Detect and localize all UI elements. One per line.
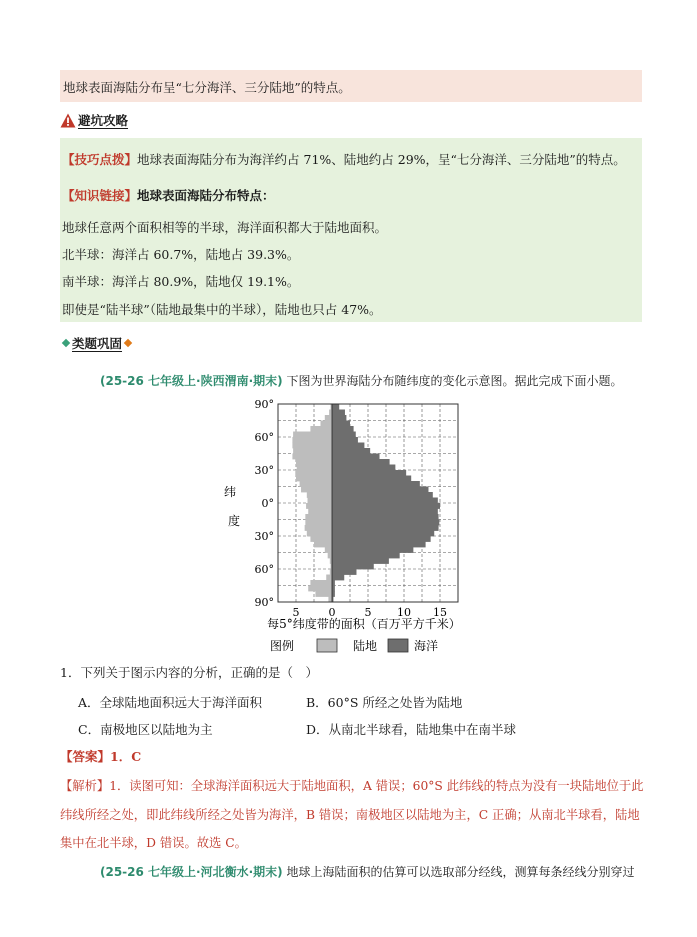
knowledge-line: 南半球：海洋占 80.9%，陆地仅 19.1%。: [62, 274, 300, 289]
ocean-bar: [332, 525, 439, 531]
ocean-bar: [332, 564, 374, 570]
ocean-bar: [332, 432, 356, 438]
y-tick-label: 30°: [254, 464, 274, 477]
intro-text: 下图为世界海陆分布随纬度的变化示意图。据此完成下面小题。: [286, 374, 623, 388]
ocean-bar: [332, 520, 439, 526]
x-tick-label: 5: [364, 606, 372, 619]
ocean-bar: [332, 454, 380, 460]
land-bar: [328, 553, 332, 559]
option-c: C．南极地区以陆地为主: [78, 722, 213, 737]
ocean-bar: [332, 509, 438, 515]
analysis-line: 【解析】1．读图可知：全球海洋面积远大于陆地面积，A 错误；60°S 此纬线的特点为没有一块陆地位于此: [60, 779, 644, 793]
ocean-bar: [332, 553, 400, 559]
ocean-bar: [332, 591, 335, 597]
land-bar: [306, 503, 332, 509]
land-bar: [315, 591, 332, 597]
intro-text: 地球上海陆面积的估算可以选取部分经线，测算每条经线分别穿过: [286, 865, 635, 879]
ocean-bar: [332, 569, 356, 575]
ocean-bar: [332, 421, 350, 427]
x-tick-label: 10: [397, 606, 411, 619]
pitfall-title: 避坑攻略: [78, 113, 129, 128]
ocean-bar: [332, 404, 339, 410]
answer-line: 【答案】1．C: [60, 749, 142, 764]
land-bar: [326, 575, 332, 581]
land-bar: [310, 536, 332, 542]
diamond-icon: [124, 339, 132, 347]
ocean-bar: [332, 437, 358, 443]
analysis-line: 集中在北半球，D 错误。故选 C。: [60, 836, 247, 850]
chart-bars: [292, 404, 440, 602]
land-bar: [300, 481, 332, 487]
ocean-bar: [332, 536, 431, 542]
land-bar: [320, 421, 332, 427]
ocean-bar: [332, 542, 426, 548]
legend-swatch-ocean: [388, 639, 408, 652]
ocean-bar: [332, 492, 433, 498]
ocean-bar: [332, 558, 389, 564]
ocean-bar: [332, 476, 411, 482]
land-bar: [307, 492, 332, 498]
land-bar: [308, 509, 332, 515]
knowledge-heading: 地球表面海陆分布特点：: [137, 188, 275, 203]
question-block-2-header: [100, 863, 635, 880]
top-summary-text: 地球表面海陆分布呈“七分海洋、三分陆地”的特点。: [63, 80, 351, 95]
land-bar: [296, 476, 332, 482]
land-bar: [305, 514, 332, 520]
x-tick-label: 5: [292, 606, 300, 619]
option-a: A．全球陆地面积远大于海洋面积: [78, 695, 263, 710]
tips-text: 地球表面海陆分布为海洋约占 71%、陆地约占 29%，呈“七分海洋、三分陆地”的特点。: [137, 152, 626, 167]
legend-title: 图例: [269, 639, 295, 653]
land-bar: [308, 586, 332, 592]
ocean-bar: [332, 531, 434, 537]
tips-line: [62, 150, 626, 168]
diamond-icon: [62, 339, 70, 347]
knowledge-line: 北半球：海洋占 60.7%，陆地占 39.3%。: [62, 247, 300, 262]
y-tick-label: 30°: [254, 530, 274, 543]
land-bar: [295, 470, 332, 476]
land-bar: [325, 547, 332, 553]
land-bar: [293, 432, 332, 438]
land-ocean-latitude-chart: [220, 392, 480, 660]
ocean-bar: [332, 426, 354, 432]
y-tick-labels: [255, 398, 275, 609]
land-bar: [292, 454, 332, 460]
y-tick-label: 90°: [254, 596, 274, 609]
land-bar: [301, 487, 332, 493]
ocean-bar: [332, 580, 335, 586]
ocean-bar: [332, 410, 345, 416]
question-1-stem: 1．下列关于图示内容的分析，正确的是（ ）: [60, 665, 318, 680]
source-label: (25-26 七年级上·陕西渭南·期末): [100, 374, 283, 388]
land-bar: [296, 459, 332, 465]
ocean-bar: [332, 487, 428, 493]
ocean-bar: [332, 586, 335, 592]
land-bar: [293, 448, 332, 454]
analysis-line: 纬线所经之处，即此纬线所经之处皆为海洋，B 错误；南极地区以陆地为主，C 正确；从南北半球看，陆地: [60, 808, 640, 822]
legend-label-ocean: 海洋: [414, 639, 439, 653]
ocean-bar: [332, 514, 439, 520]
option-b: B．60°S 所经之处皆为陆地: [306, 695, 463, 710]
land-bar: [297, 465, 332, 471]
ocean-bar: [332, 443, 364, 449]
legend-label-land: 陆地: [353, 639, 378, 653]
land-bar: [292, 437, 332, 443]
ocean-bar: [332, 481, 420, 487]
land-bar: [325, 415, 332, 421]
source-label: (25-26 七年级上·河北衡水·期末): [100, 865, 283, 879]
land-bar: [308, 498, 332, 504]
knowledge-heading-line: [62, 186, 275, 204]
ocean-bar: [332, 448, 370, 454]
consolidation-title: 类题巩固: [72, 336, 123, 351]
ocean-bar: [332, 498, 438, 504]
knowledge-line: 即使是“陆半球”（陆地最集中的半球），陆地也只占 47%。: [62, 302, 382, 317]
x-tick-label: 0: [328, 606, 336, 619]
land-bar: [329, 410, 332, 416]
y-tick-label: 90°: [254, 398, 274, 411]
tips-tag: 【技巧点拨】: [62, 152, 138, 167]
land-bar: [310, 580, 332, 586]
knowledge-line: 地球任意两个面积相等的半球，海洋面积都大于陆地面积。: [62, 220, 388, 235]
pitfall-heading: [60, 110, 128, 130]
land-bar: [314, 542, 332, 548]
ocean-bar: [332, 575, 344, 581]
ocean-bar: [332, 503, 440, 509]
consolidation-heading: [60, 334, 134, 352]
option-d: D．从南北半球看，陆地集中在南半球: [306, 722, 517, 737]
land-bar: [310, 426, 332, 432]
y-axis-label-char: 度: [227, 514, 241, 528]
question-block-1-header: [100, 372, 623, 389]
y-tick-label: 60°: [254, 563, 274, 576]
land-bar: [292, 443, 332, 449]
y-axis-label-char: 纬: [223, 485, 237, 499]
y-tick-label: 60°: [254, 431, 274, 444]
tips-knowledge-box: [60, 138, 642, 322]
ocean-bar: [332, 415, 346, 421]
top-summary-band: [60, 70, 642, 102]
legend-swatch-land: [317, 639, 337, 652]
warning-icon: [60, 113, 76, 128]
knowledge-tag: 【知识链接】: [62, 188, 138, 203]
ocean-bar: [332, 470, 406, 476]
y-tick-label: 0°: [261, 497, 274, 510]
x-axis-label: 每5°纬度带的面积（百万平方千米）: [267, 617, 461, 631]
ocean-bar: [332, 459, 390, 465]
x-tick-label: 15: [433, 606, 447, 619]
ocean-bar: [332, 547, 413, 553]
land-bar: [305, 525, 332, 531]
ocean-bar: [332, 465, 395, 471]
land-bar: [307, 531, 332, 537]
land-bar: [305, 520, 332, 526]
